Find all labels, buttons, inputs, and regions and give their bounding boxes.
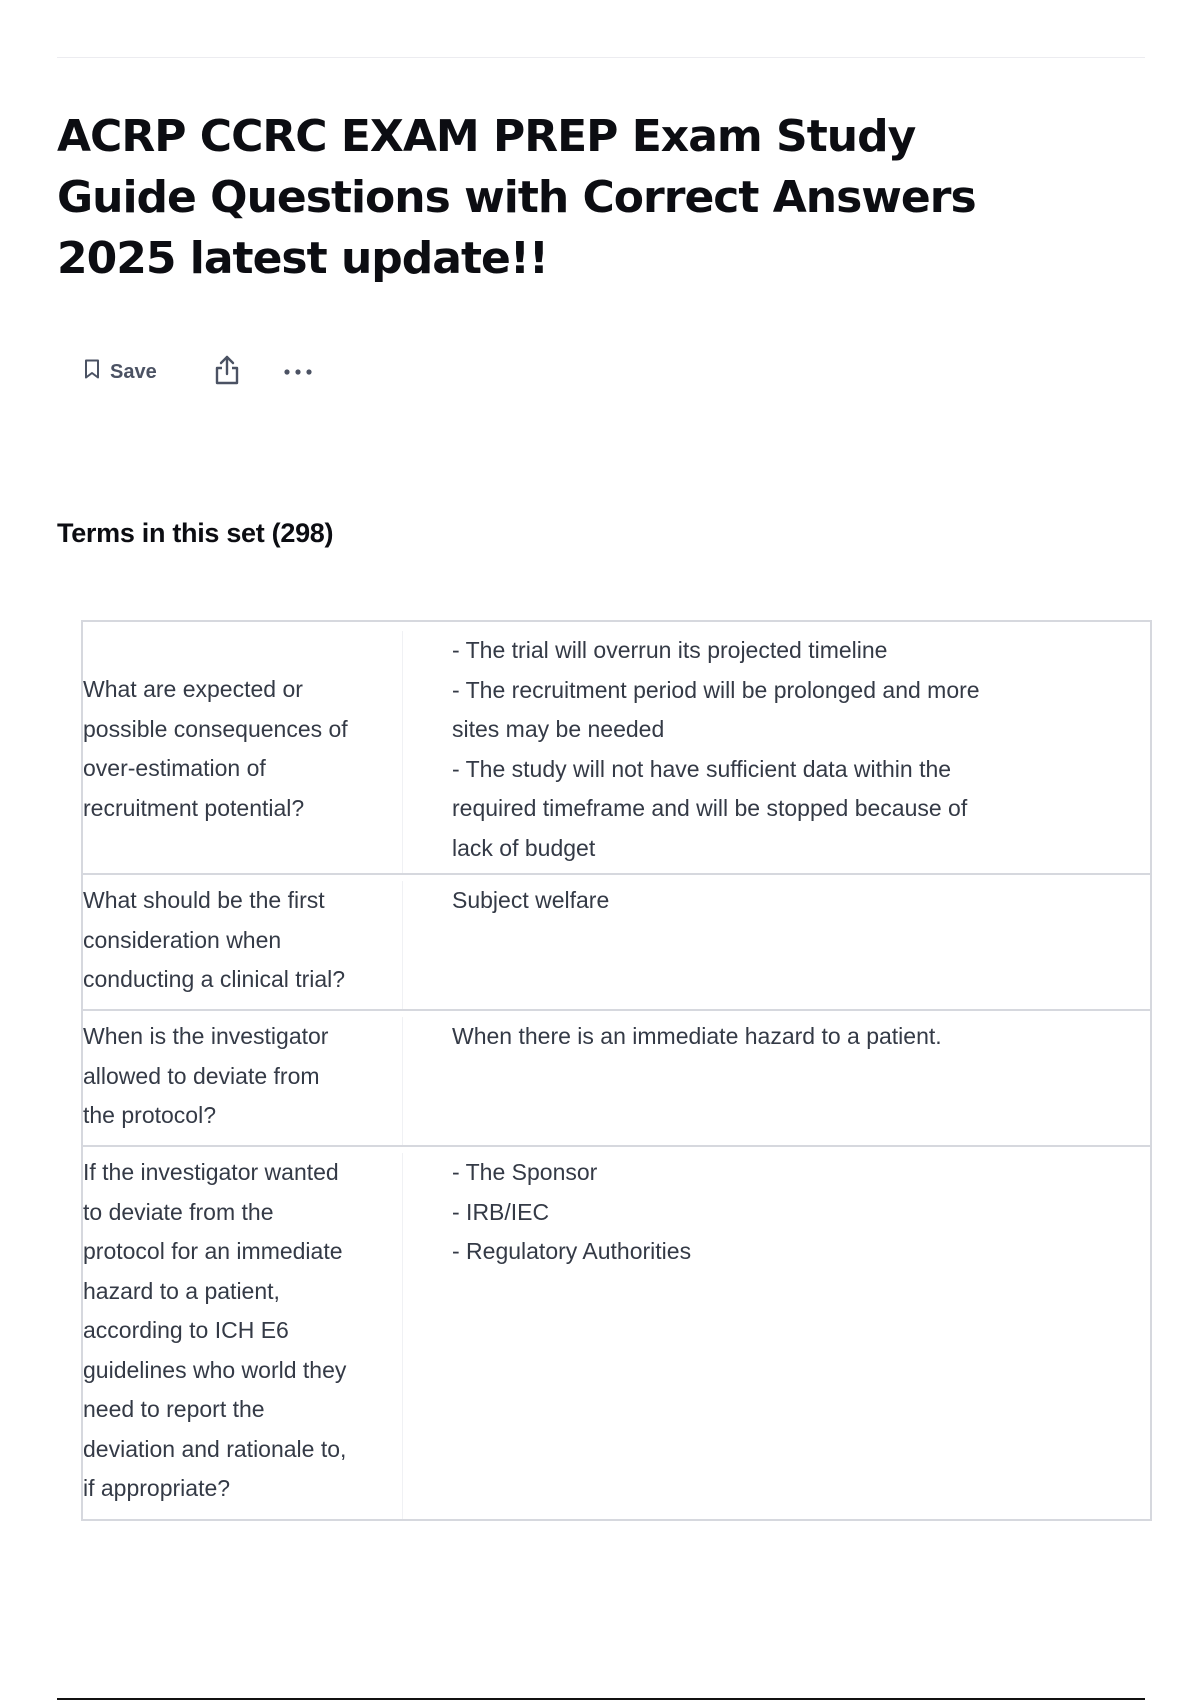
term-text: the protocol? bbox=[83, 1102, 216, 1128]
top-divider bbox=[57, 57, 1145, 58]
definition-cell bbox=[403, 631, 1150, 873]
more-options-button[interactable] bbox=[283, 363, 313, 381]
term-row bbox=[83, 875, 1150, 1011]
term-text: What are expected or bbox=[83, 676, 303, 702]
term-text: over-estimation of bbox=[83, 755, 266, 781]
more-options-icon bbox=[283, 363, 313, 381]
page-title: ACRP CCRC EXAM PREP Exam Study Guide Questions with Correct Answers 2025 latest update!! bbox=[57, 111, 976, 284]
share-icon bbox=[213, 354, 241, 391]
share-button[interactable] bbox=[213, 354, 241, 391]
term-text: possible consequences of bbox=[83, 715, 348, 742]
definition-text: - IRB/IEC bbox=[452, 1198, 550, 1225]
definition-text: required timeframe and will be stopped because of bbox=[452, 795, 968, 821]
save-button[interactable] bbox=[84, 359, 157, 385]
bookmark-icon bbox=[84, 359, 100, 385]
definition-text: lack of budget bbox=[452, 834, 596, 861]
term-text: conducting a clinical trial? bbox=[83, 966, 346, 992]
term-text: hazard to a patient, bbox=[83, 1277, 280, 1304]
term-text: What should be the first bbox=[83, 887, 325, 913]
definition-text: - Regulatory Authorities bbox=[452, 1238, 692, 1264]
term-text: need to report the bbox=[83, 1396, 265, 1422]
term-text: recruitment potential? bbox=[83, 794, 305, 821]
definition-text: - The study will not have sufficient data within the bbox=[452, 755, 952, 782]
term-cell bbox=[83, 1017, 403, 1145]
definition-text: When there is an immediate hazard to a patient. bbox=[452, 1023, 942, 1049]
term-cell bbox=[83, 631, 403, 873]
term-row bbox=[83, 622, 1150, 875]
save-label: Save bbox=[110, 360, 157, 383]
term-row bbox=[83, 1147, 1150, 1519]
definition-cell bbox=[403, 881, 1150, 1009]
action-bar bbox=[84, 352, 313, 392]
definition-text: sites may be needed bbox=[452, 716, 665, 742]
term-row bbox=[83, 1011, 1150, 1147]
definition-text: - The Sponsor bbox=[452, 1159, 598, 1185]
definition-text: - The recruitment period will be prolonged and more bbox=[452, 676, 980, 703]
definition-text: - The trial will overrun its projected timeline bbox=[452, 637, 888, 663]
terms-table bbox=[81, 620, 1152, 1521]
term-text: If the investigator wanted bbox=[83, 1159, 339, 1185]
term-text: to deviate from the bbox=[83, 1198, 274, 1225]
term-text: according to ICH E6 bbox=[83, 1317, 289, 1343]
definition-text: Subject welfare bbox=[452, 887, 610, 913]
term-text: deviation and rationale to, bbox=[83, 1435, 347, 1462]
term-text: guidelines who world they bbox=[83, 1356, 347, 1383]
term-text: protocol for an immediate bbox=[83, 1238, 343, 1264]
term-text: When is the investigator bbox=[83, 1023, 329, 1049]
term-cell bbox=[83, 881, 403, 1009]
term-text: allowed to deviate from bbox=[83, 1062, 320, 1089]
term-cell bbox=[83, 1153, 403, 1519]
term-text: consideration when bbox=[83, 926, 282, 953]
term-text: if appropriate? bbox=[83, 1475, 231, 1501]
definition-cell bbox=[403, 1153, 1150, 1519]
terms-heading: Terms in this set (298) bbox=[57, 518, 334, 548]
definition-cell bbox=[403, 1017, 1150, 1145]
